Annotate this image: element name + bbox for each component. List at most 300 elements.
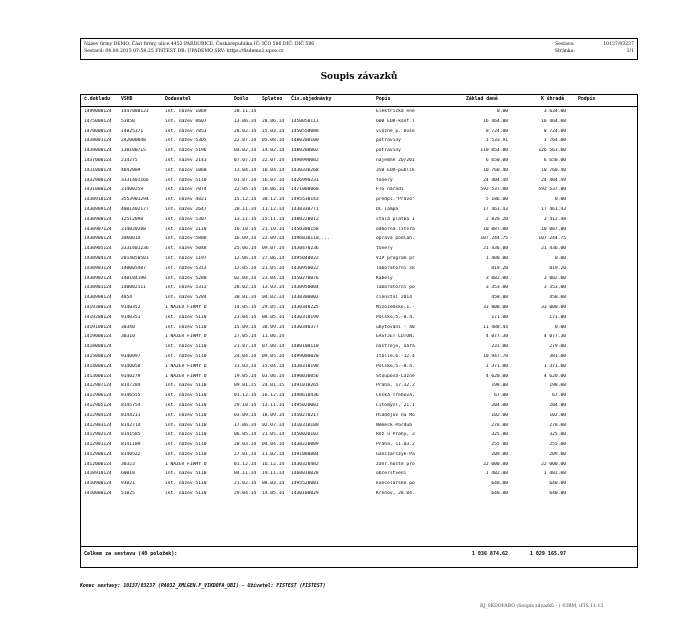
cell-supplier: int. název 5110 bbox=[165, 324, 207, 330]
cell-description: Polsko,5.-8.4. bbox=[376, 314, 415, 320]
cell-description: tonery bbox=[376, 177, 393, 183]
cell-payable: 171.00 bbox=[549, 314, 566, 320]
cell-description: 600 EUR-konf.T bbox=[376, 118, 415, 124]
total-tax-base: 1 036 874.62 bbox=[471, 551, 508, 557]
cell-due-date: 15.11.14 bbox=[262, 216, 285, 222]
cell-doc-number: 1419100124 bbox=[84, 324, 112, 330]
cell-due-date: 21.05.14 bbox=[262, 265, 285, 271]
cell-received-date: 16.10.14 bbox=[234, 226, 257, 232]
cell-vshd: 214275 bbox=[121, 157, 138, 163]
cell-description: odborná litera bbox=[376, 226, 415, 232]
cell-order-number: 1460010028 bbox=[291, 471, 319, 477]
table-row bbox=[81, 481, 637, 491]
cell-doc-number: 1437000124 bbox=[84, 157, 112, 163]
cell-tax-base: 1 533.91 bbox=[485, 138, 508, 144]
cell-doc-number: 1412900124 bbox=[84, 451, 112, 457]
table-row bbox=[81, 462, 637, 472]
cell-vshd: 8146555 bbox=[121, 393, 141, 399]
cell-payable: 24 404.49 bbox=[541, 177, 566, 183]
cell-payable: 198.00 bbox=[549, 383, 566, 389]
cell-payable: 640.00 bbox=[549, 491, 566, 497]
cell-tax-base: 110 054.80 bbox=[480, 148, 508, 154]
cell-order-number: 1498990082 bbox=[291, 157, 319, 163]
cell-order-number: 1450270076 bbox=[291, 275, 319, 281]
cell-doc-number: 1412907124 bbox=[84, 383, 112, 389]
cell-doc-number: 1415000124 bbox=[84, 353, 112, 359]
cell-payable: 102.00 bbox=[549, 412, 566, 418]
cell-order-number: 1430330771 bbox=[291, 206, 319, 212]
cell-description: Litomyšl, 21.1 bbox=[376, 402, 415, 408]
cell-vshd: 9140351 bbox=[121, 314, 141, 320]
col-signature: Podpis bbox=[578, 97, 596, 102]
cell-received-date: 29.04.14 bbox=[234, 491, 257, 497]
report-end-line: Konec sestavy: 10137/03237 (PA032_XMLGEN.F_VIKDOFA_UBI) - Uživatel: FISTEST (FISTEST) bbox=[80, 584, 326, 589]
cell-supplier: int. název 5110 bbox=[165, 442, 207, 448]
cell-received-date: 01.07.14 bbox=[234, 177, 257, 183]
cell-supplier: int. název 5196 bbox=[165, 148, 207, 154]
cell-description: Česká Třebová, bbox=[376, 393, 415, 399]
cell-received-date: 07.07.14 bbox=[234, 157, 257, 163]
cell-order-number: 1430300002 bbox=[291, 295, 319, 301]
table-row bbox=[81, 471, 637, 481]
cell-received-date: 16.09.14 bbox=[234, 236, 257, 242]
cell-description: tonery bbox=[376, 246, 393, 252]
table-row bbox=[81, 148, 637, 158]
report-header-box bbox=[80, 38, 638, 60]
cell-doc-number: 1430910124 bbox=[84, 197, 112, 203]
cell-payable: 17 461.43 bbox=[541, 206, 566, 212]
cell-supplier: int. název 5110 bbox=[165, 471, 207, 477]
cell-description: vložné p. Duše bbox=[376, 128, 415, 134]
cell-vshd: 130100715 bbox=[121, 148, 146, 154]
cell-due-date: 11.02.14 bbox=[262, 451, 285, 457]
cell-due-date: 08.05.14 bbox=[262, 314, 285, 320]
cell-vshd: 9140050 bbox=[121, 363, 141, 369]
cell-tax-base: 278.00 bbox=[491, 422, 508, 428]
cell-vshd: 51025 bbox=[121, 491, 135, 497]
cell-received-date: 15.12.14 bbox=[234, 197, 257, 203]
report-source: RJ_SKDOFABO (Soupis závazků - ) ©IBM, iFIS 11.13 bbox=[480, 604, 604, 609]
col-doc-number: č.dokladu bbox=[84, 97, 110, 102]
page-number: 1/1 bbox=[626, 49, 634, 54]
cell-payable: 16 464.00 bbox=[541, 118, 566, 124]
cell-doc-number: 1430900124 bbox=[84, 295, 112, 301]
cell-supplier: int. název 5888 bbox=[165, 236, 207, 242]
page-label: Stránka: bbox=[555, 49, 575, 54]
cell-order-number: 1495520001 bbox=[291, 481, 319, 487]
table-row bbox=[81, 334, 637, 344]
cell-order-number: 1426990231 bbox=[291, 177, 319, 183]
cell-order-number: 1471000060 bbox=[291, 187, 319, 193]
cell-due-date: 02.07.14 bbox=[262, 422, 285, 428]
cell-received-date: 12.05.14 bbox=[234, 265, 257, 271]
table-row bbox=[81, 129, 637, 139]
cell-description: oprava podlah. bbox=[376, 236, 415, 242]
cell-payable: 819.20 bbox=[549, 265, 566, 271]
cell-supplier: 1 NÁZEV FIRMY D bbox=[165, 334, 207, 340]
cell-received-date: 04.11.14 bbox=[234, 471, 257, 477]
cell-received-date: 30.01.14 bbox=[234, 295, 257, 301]
cell-description: předpl."Právo" bbox=[376, 197, 415, 203]
cell-vshd: 1447000123 bbox=[121, 109, 149, 114]
cell-description: Stoupová-Lázně bbox=[376, 373, 415, 379]
cell-vshd: 8144211 bbox=[121, 412, 141, 418]
cell-supplier: int. název 5284 bbox=[165, 295, 207, 301]
cell-due-date: 29.05.14 bbox=[262, 304, 285, 310]
cell-payable: 33 000.00 bbox=[541, 304, 566, 310]
col-received: Došlo bbox=[234, 97, 249, 102]
cell-order-number: 1430330268 bbox=[291, 167, 319, 173]
cell-tax-base: 592 537.00 bbox=[480, 187, 508, 193]
cell-vshd: 14025371 bbox=[121, 128, 144, 134]
cell-due-date: 15.04.14 bbox=[262, 363, 285, 369]
cell-doc-number: 1412000124 bbox=[84, 461, 112, 467]
cell-vshd: 93021 bbox=[121, 481, 135, 487]
cell-vshd: 21400259 bbox=[121, 187, 144, 193]
cell-description: členství 2014 bbox=[376, 295, 412, 301]
cell-doc-number: 1419000124 bbox=[84, 334, 112, 340]
cell-order-number: 1430950004 bbox=[291, 285, 319, 291]
cell-tax-base: 22 000.00 bbox=[483, 461, 508, 467]
cell-description: nájemné 2Q/201 bbox=[376, 157, 415, 163]
cell-vshd: 3553901294 bbox=[121, 197, 149, 203]
table-row bbox=[81, 158, 637, 168]
cell-tax-base: 209.00 bbox=[491, 451, 508, 457]
cell-received-date: 28.11.14 bbox=[234, 206, 257, 212]
cell-supplier: int. název 8607 bbox=[165, 118, 207, 124]
cell-received-date: 19.05.14 bbox=[234, 373, 257, 379]
cell-vshd: 8141189 bbox=[121, 442, 141, 448]
cell-due-date: 19.11.14 bbox=[262, 471, 285, 477]
cell-supplier: int. název 5110 bbox=[165, 481, 207, 487]
cell-doc-number: 1430907124 bbox=[84, 226, 112, 232]
cell-doc-number: 1412905124 bbox=[84, 402, 112, 408]
cell-due-date: 08.03.14 bbox=[262, 481, 285, 487]
table-row bbox=[81, 344, 637, 354]
cell-tax-base: 107 244.75 bbox=[480, 236, 508, 242]
cell-vshd: 8140522 bbox=[121, 451, 141, 457]
cell-received-date: 22.07.14 bbox=[234, 138, 257, 144]
cell-description: potraviny bbox=[376, 138, 401, 144]
table-row bbox=[81, 138, 637, 148]
cell-order-number: 1450020102 bbox=[291, 432, 319, 438]
cell-doc-number: 1438000124 bbox=[84, 148, 112, 154]
cell-description: nástroje, nářa bbox=[376, 344, 415, 350]
cell-doc-number: 1410910124 bbox=[84, 471, 112, 477]
cell-supplier: int. název 5110 bbox=[165, 344, 207, 350]
cell-description: kancelářské po bbox=[376, 481, 415, 487]
cell-due-date: 23.04.14 bbox=[262, 275, 285, 281]
col-vshd: VSHD bbox=[121, 97, 133, 102]
cell-doc-number: 1430902124 bbox=[84, 275, 112, 281]
cell-order-number: 1430100029 bbox=[291, 491, 319, 497]
cell-supplier: int. název 2647 bbox=[165, 206, 207, 212]
cell-due-date: 30.09.14 bbox=[262, 324, 285, 330]
cell-vshd: 30323 bbox=[121, 461, 135, 467]
cell-tax-base: 325.00 bbox=[491, 432, 508, 438]
cell-supplier: 1 NÁZEV FIRMY D bbox=[165, 461, 207, 467]
cell-description: 350 EUR-publik bbox=[376, 167, 415, 173]
cell-doc-number: 1432900124 bbox=[84, 177, 112, 183]
table-row bbox=[81, 432, 637, 442]
cell-payable: 3 353.00 bbox=[543, 285, 566, 291]
cell-supplier: int. název 5110 bbox=[165, 451, 207, 457]
cell-payable: 3 082.00 bbox=[543, 275, 566, 281]
cell-description: zahr.hosté pro bbox=[376, 461, 415, 467]
cell-vshd: 140104190 bbox=[121, 275, 146, 281]
table-row bbox=[81, 246, 637, 256]
cell-order-number: 1490030056 bbox=[291, 373, 319, 379]
cell-due-date: 16.12.14 bbox=[262, 461, 285, 467]
cell-order-number: 1450270217 bbox=[291, 412, 319, 418]
cell-tax-base: 171.00 bbox=[491, 314, 508, 320]
cell-payable: 21 436.00 bbox=[541, 246, 566, 252]
col-payable: K úhradě bbox=[541, 97, 565, 102]
cell-due-date: 18.09.14 bbox=[262, 412, 285, 418]
cell-received-date: 28.02.14 bbox=[234, 128, 257, 134]
cell-supplier: 1 NÁZEV FIRMY D bbox=[165, 373, 207, 379]
cell-description: Polsko,5.-8.4. bbox=[376, 363, 415, 369]
cell-payable: 6 650.00 bbox=[543, 157, 566, 163]
cell-due-date: 13.11.14 bbox=[262, 402, 285, 408]
cell-received-date: 01.12.14 bbox=[234, 461, 257, 467]
cell-doc-number: 1431000124 bbox=[84, 167, 112, 173]
cell-description: DC lampa bbox=[376, 206, 399, 212]
cell-due-date: 13.03.14 bbox=[262, 285, 285, 291]
cell-order-number: 1491080004 bbox=[291, 451, 319, 457]
cell-doc-number: 1412906124 bbox=[84, 393, 112, 399]
cell-description: Křenov, 28.04. bbox=[376, 491, 415, 497]
cell-due-date: 10.04.14 bbox=[262, 167, 285, 173]
cell-due-date: 30.12.14 bbox=[262, 197, 285, 203]
cell-order-number: 1450050111 bbox=[291, 118, 319, 124]
cell-received-date: 23.04.14 bbox=[234, 314, 257, 320]
total-divider bbox=[81, 546, 637, 547]
table-row bbox=[81, 442, 637, 452]
cell-doc-number: 1431000124 bbox=[84, 187, 112, 193]
compiled-info: Sestavil: 04.09.2015 07:58:25 FISTEST DB: UPADEMO SRV: https://fisdemo2.upce.cz bbox=[84, 49, 284, 54]
cell-description: VIP program pr bbox=[376, 255, 415, 261]
company-info: Název firmy DEMO, Část firmy, ulice 4453 PARDUBICE, Českárepublika IČ: IČO 586 DIČ: DIČ 586 bbox=[84, 42, 315, 47]
cell-vshd: 4042089 bbox=[121, 167, 141, 173]
cell-supplier: int. název 5110 bbox=[165, 412, 207, 418]
cell-doc-number: 1430908124 bbox=[84, 216, 112, 222]
table-row bbox=[81, 285, 637, 295]
cell-description: Řež u Prahy, 2 bbox=[376, 432, 415, 438]
cell-description: Ganczarczyk-Pa bbox=[376, 451, 415, 457]
table-row bbox=[81, 178, 637, 188]
cell-payable: 325.00 bbox=[549, 432, 566, 438]
cell-received-date: 04.02.14 bbox=[234, 148, 257, 154]
cell-doc-number: 1412902124 bbox=[84, 432, 112, 438]
cell-payable: 67.00 bbox=[552, 393, 566, 399]
cell-received-date: 12.06.14 bbox=[234, 255, 257, 261]
cell-order-number: 1480200002 bbox=[291, 148, 319, 154]
table-row bbox=[81, 227, 637, 237]
cell-due-date: 14.05.14 bbox=[262, 491, 285, 497]
cell-due-date: 28.06.14 bbox=[262, 118, 285, 124]
cell-tax-base: 4 077.30 bbox=[485, 334, 508, 340]
cell-due-date: 05.08.14 bbox=[262, 138, 285, 144]
table-row bbox=[81, 266, 637, 276]
cell-vshd: 4001402177 bbox=[121, 206, 149, 212]
cell-tax-base: 102.00 bbox=[491, 412, 508, 418]
cell-vshd: 4854 bbox=[121, 295, 133, 301]
cell-tax-base: 10 947.70 bbox=[483, 353, 508, 359]
cell-supplier: int. název 1197 bbox=[165, 255, 207, 261]
table-row bbox=[81, 374, 637, 384]
cell-order-number: 1499000020 bbox=[291, 353, 319, 359]
cell-tax-base: 6 650.00 bbox=[485, 157, 508, 163]
cell-received-date: 21.07.14 bbox=[234, 344, 257, 350]
cell-vshd: 12512098 bbox=[121, 216, 144, 222]
cell-description: ubytování - 40 bbox=[376, 324, 415, 330]
cell-supplier: int. název 1069 bbox=[165, 109, 207, 114]
cell-order-number: 1430470236 bbox=[291, 246, 319, 252]
cell-received-date: 27.01.14 bbox=[234, 451, 257, 457]
cell-due-date: 03.06.14 bbox=[262, 373, 285, 379]
cell-payable: 10 087.00 bbox=[541, 226, 566, 232]
table-row bbox=[81, 187, 637, 197]
cell-payable: 0.00 bbox=[554, 255, 566, 261]
cell-due-date: 24.01.15 bbox=[262, 383, 285, 389]
cell-payable: 278.00 bbox=[549, 422, 566, 428]
cell-vshd: 140002111 bbox=[121, 285, 146, 291]
cell-tax-base: 0.00 bbox=[496, 109, 508, 114]
cell-description: Německ-Pardub bbox=[376, 422, 412, 428]
table-body bbox=[81, 109, 637, 501]
cell-payable: 640.00 bbox=[549, 481, 566, 487]
cell-tax-base: 33 000.00 bbox=[483, 304, 508, 310]
cell-received-date: 02.04.14 bbox=[234, 275, 257, 281]
cell-supplier: int. název 5110 bbox=[165, 353, 207, 359]
cell-received-date: 06.05.14 bbox=[234, 432, 257, 438]
table-row bbox=[81, 276, 637, 286]
cell-doc-number: 1438001124 bbox=[84, 138, 112, 144]
cell-order-number: 1495020082 bbox=[291, 402, 319, 408]
cell-supplier: int. název 5305 bbox=[165, 138, 207, 144]
cell-tax-base: 10 760.40 bbox=[483, 167, 508, 173]
cell-order-number: 1495040022 bbox=[291, 255, 319, 261]
cell-doc-number: 1430906124 bbox=[84, 236, 112, 242]
cell-payable: 10 760.40 bbox=[541, 167, 566, 173]
cell-supplier: int. název 5110 bbox=[165, 402, 207, 408]
cell-received-date: 15.09.14 bbox=[234, 324, 257, 330]
table-row bbox=[81, 119, 637, 129]
table-row bbox=[81, 217, 637, 227]
table-row bbox=[81, 403, 637, 413]
cell-doc-number: 1410000124 bbox=[84, 491, 112, 497]
cell-vshd: 3331401236 bbox=[121, 246, 149, 252]
cell-vshd: 60010 bbox=[121, 471, 135, 477]
table-row bbox=[81, 413, 637, 423]
cell-order-number: 1430310198 bbox=[291, 363, 319, 369]
cell-supplier: int. název 5110 bbox=[165, 383, 207, 389]
cell-order-number: 1450300158 bbox=[291, 226, 319, 232]
table-row bbox=[81, 354, 637, 364]
cell-doc-number: 1413000124 bbox=[84, 373, 112, 379]
table-row bbox=[81, 325, 637, 335]
total-payable: 1 029 165.97 bbox=[529, 551, 566, 557]
cell-supplier: int. název 5110 bbox=[165, 177, 207, 183]
cell-order-number: 1480220012 bbox=[291, 216, 319, 222]
cell-vshd: 8145754 bbox=[121, 402, 141, 408]
cell-supplier: int. název 5048 bbox=[165, 246, 207, 252]
cell-supplier: int. název 5110 bbox=[165, 422, 207, 428]
cell-payable: 107 244.75 bbox=[538, 236, 566, 242]
cell-order-number: 1430220089 bbox=[291, 442, 319, 448]
cell-due-date: 04.04.14 bbox=[262, 442, 285, 448]
cell-order-number: 1491010265 bbox=[291, 383, 319, 389]
cell-supplier: int. název 5110 bbox=[165, 393, 207, 399]
liabilities-table bbox=[80, 94, 638, 568]
cell-description: Hladějov na Mo bbox=[376, 412, 415, 418]
cell-payable: 22 000.00 bbox=[541, 461, 566, 467]
table-row bbox=[81, 207, 637, 217]
cell-doc-number: 1430905124 bbox=[84, 246, 112, 252]
cell-tax-base: 1 482.00 bbox=[485, 471, 508, 477]
cell-tax-base: 17 461.43 bbox=[483, 206, 508, 212]
cell-payable: 255.00 bbox=[549, 442, 566, 448]
cell-description: potraviny bbox=[376, 148, 401, 154]
cell-tax-base: 24 404.49 bbox=[483, 177, 508, 183]
cell-order-number: 1480100110 bbox=[291, 344, 319, 350]
cell-supplier: int. název 5288 bbox=[165, 275, 207, 281]
cell-payable: 0.00 bbox=[554, 197, 566, 203]
cell-doc-number: 1430909124 bbox=[84, 206, 112, 212]
cell-vshd: 9140097 bbox=[121, 353, 141, 359]
cell-doc-number: 1430904124 bbox=[84, 255, 112, 261]
cell-due-date: 22.09.14 bbox=[262, 236, 285, 242]
cell-vshd: 214020288 bbox=[121, 226, 146, 232]
cell-tax-base: 3 353.00 bbox=[485, 285, 508, 291]
cell-payable: 1 482.00 bbox=[543, 471, 566, 477]
cell-vshd: 53050 bbox=[121, 118, 135, 124]
cell-tax-base: 3 082.00 bbox=[485, 275, 508, 281]
cell-payable: 3 634.00 bbox=[543, 109, 566, 114]
cell-order-number: 1430320482 bbox=[291, 461, 319, 467]
cell-due-date: 11.12.14 bbox=[262, 206, 285, 212]
cell-order-number: 1480200100 bbox=[291, 138, 319, 144]
cell-order-number: 1430310199 bbox=[291, 314, 319, 320]
cell-due-date: 07.08.14 bbox=[262, 344, 285, 350]
cell-description: laboratorní po bbox=[376, 285, 415, 291]
cell-supplier: 1 NÁZEV FIRMY D bbox=[165, 304, 207, 310]
cell-payable: 209.00 bbox=[549, 451, 566, 457]
cell-description: Mizozemsko,1.- bbox=[376, 304, 415, 310]
cell-tax-base: 198.00 bbox=[491, 383, 508, 389]
cell-order-number: 1410310100 bbox=[291, 422, 319, 428]
cell-order-number: 1430340377 bbox=[291, 324, 319, 330]
cell-due-date: 11.06.14 bbox=[262, 334, 285, 340]
cell-supplier: int. název 5110 bbox=[165, 432, 207, 438]
report-number: 10137/03237 bbox=[603, 42, 634, 47]
cell-due-date: 21.10.14 bbox=[262, 226, 285, 232]
cell-supplier: 1 NÁZEV FIRMY D bbox=[165, 363, 207, 369]
cell-tax-base: 204.00 bbox=[491, 402, 508, 408]
cell-due-date: 21.05.14 bbox=[262, 432, 285, 438]
cell-tax-base: 4 620.00 bbox=[485, 373, 508, 379]
cell-due-date: 04.02.14 bbox=[262, 295, 285, 301]
cell-received-date: 11.04.14 bbox=[234, 167, 257, 173]
cell-received-date: 31.03.14 bbox=[234, 363, 257, 369]
cell-tax-base: 2 820.20 bbox=[485, 216, 508, 222]
cell-received-date: 13.11.14 bbox=[234, 216, 257, 222]
table-row bbox=[81, 423, 637, 433]
cell-doc-number: 1410900124 bbox=[84, 481, 112, 487]
cell-order-number: 1430340225 bbox=[291, 304, 319, 310]
cell-payable: 8 724.00 bbox=[543, 128, 566, 134]
